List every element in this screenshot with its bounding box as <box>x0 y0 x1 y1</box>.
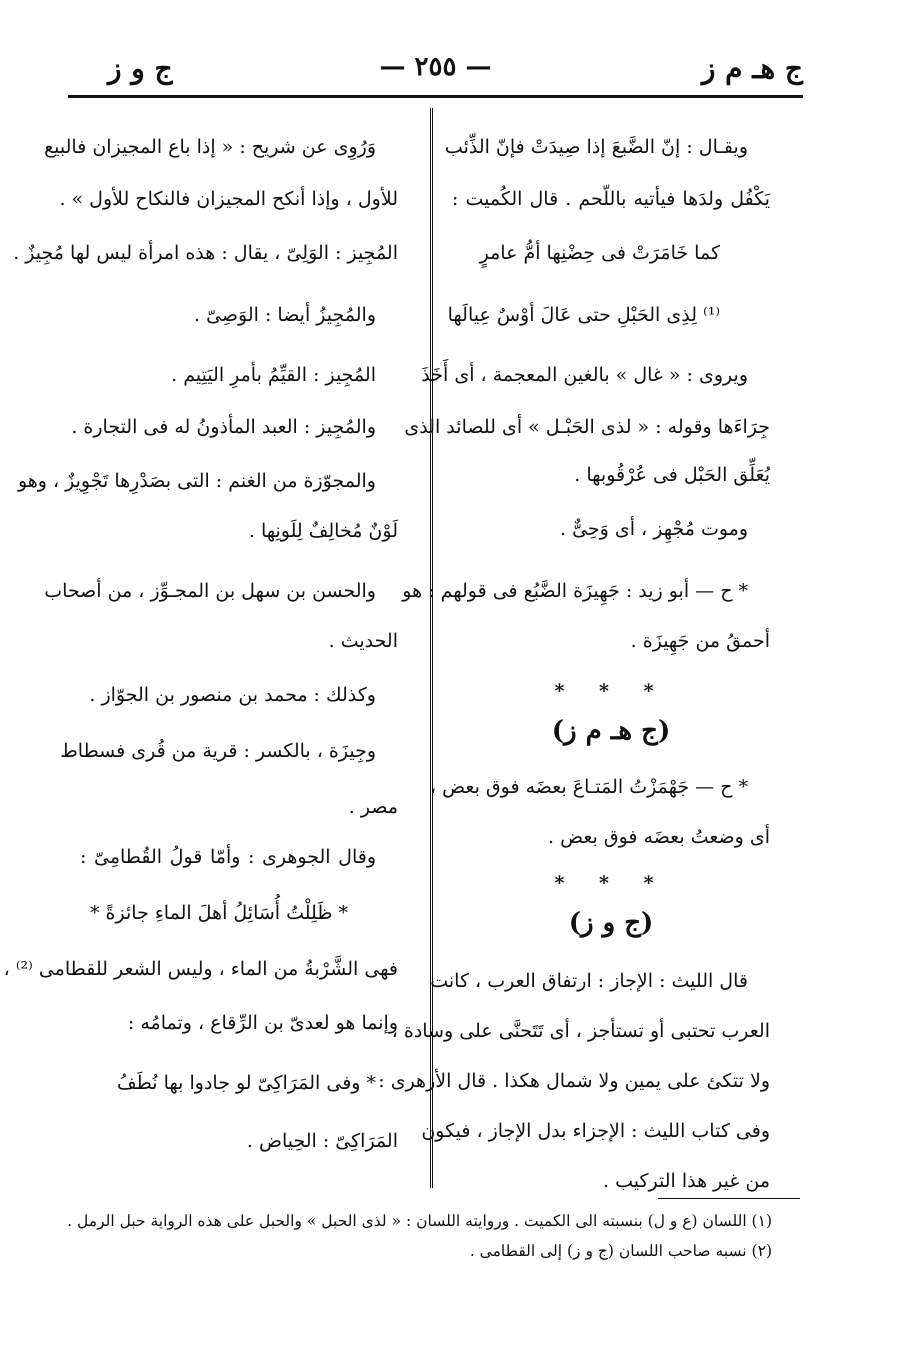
footnotes <box>67 1212 772 1272</box>
right-column-line: * * * <box>554 872 668 894</box>
right-column-line: كما خَامَرَتْ فى حِضْنِها أمُّ عامرٍ <box>479 242 720 264</box>
page-number: — ٢٥٥ — <box>379 52 492 82</box>
footnote-rule <box>658 1198 800 1199</box>
left-column-line: وكذلك : محمد بن منصور بن الجوّاز . <box>89 684 376 706</box>
left-column-line: للأول ، وإذا أنكح المجيزان فالنكاح للأول » . <box>59 188 398 210</box>
left-column-line: * وفى المَرَاكِىّ لو جادوا بها نُطَفُ <box>117 1072 376 1094</box>
right-column-line: العرب تحتبى أو تستأجز ، أى تَتَحنَّى على وسادة ، <box>391 1020 770 1042</box>
right-column-line: يَكْفُل ولدَها فيأتيه باللّحم . قال الكُميت : <box>452 188 770 210</box>
right-column-line: أحمقُ من جَهِيزَة . <box>630 630 770 652</box>
right-column-line: يُعَلِّق الحَبْل فى عُرْقُوبها . <box>574 464 770 486</box>
right-column-line: وموت مُجْهِز ، أى وَحِىٌّ . <box>559 518 748 540</box>
left-column-line: المَرَاكِىّ : الحِياض . <box>246 1130 398 1152</box>
right-column-line: * ح — جَهْمَزْتُ المَتـاعَ بعضَه فوق بعض ، <box>429 776 748 798</box>
left-column-line: * ظَلِلْتُ أُسَائِلُ أهلَ الماءِ جائزةً * <box>90 902 348 924</box>
right-column-line: أى وضعتُ بعضَه فوق بعض . <box>547 826 770 848</box>
right-column-line: من غير هذا التركيب . <box>603 1170 770 1192</box>
left-column-line: وقال الجوهرى : وأمّا قولُ القُطامِىّ : <box>80 846 376 868</box>
left-column-line: والمجوّزة من الغنم : التى بصَدْرِها تَجْوِيزٌ ، وهو <box>17 470 376 492</box>
left-column-line: والمُجِيز : العبد المأذونُ له فى التجارة . <box>71 416 376 438</box>
right-column-line: (ج هـ م ز) <box>551 716 671 746</box>
left-column-line: المُجِيز : الوَلِىّ ، يقال : هذه امرأة ليس لها مُجِيزٌ . <box>13 242 398 264</box>
header-rule <box>68 95 803 98</box>
left-column-line: فهى الشَّرْبةُ من الماء ، وليس الشعر للقطامى ⁽²⁾ ، <box>3 958 398 980</box>
left-column-line: وإنما هو لعدىّ بن الرِّقاع ، وتمامُه : <box>127 1012 398 1034</box>
left-column-line: وَرُوِى عن شريح : « إذا باع المجيزان فالبيع <box>44 136 376 158</box>
right-column-line: * ح — أبو زيد : جَهِيزَة الضَّبُع فى قولهم : هو <box>402 580 748 602</box>
right-column-line: قال الليث : الإجاز : ارتفاق العرب ، كانت <box>430 970 748 992</box>
right-column-line: * * * <box>554 680 668 702</box>
footnote-2: (٢) نسبه صاحب اللسان (ج و ز) إلى القطامى . <box>469 1242 772 1260</box>
right-column-line: وفى كتاب الليث : الإجزاء بدل الإجاز ، فيكون <box>421 1120 770 1142</box>
left-column-line: والمُجِيزُ أيضا : الوَصِىّ . <box>194 304 376 326</box>
left-column-line: مصر . <box>348 796 398 818</box>
left-column-line: المُجِيز : القيِّمُ بأمرِ اليَتِيم . <box>171 364 376 386</box>
right-column-line: ولا تتكئ على يمين ولا شمال هكذا . قال الأزهرى : <box>378 1070 770 1092</box>
running-head-left: ج و ز <box>108 52 173 85</box>
right-column-line: جِرَاءَها وقوله : « لذى الحَبْـل » أى للصائد الذى <box>404 416 770 438</box>
running-head-right: ج هـ م ز <box>701 52 803 85</box>
left-column-line: وجِيزَة ، بالكسر : قرية من قُرى فسطاط <box>60 740 376 762</box>
page-header <box>68 52 803 90</box>
left-column-line: والحسن بن سهل بن المجـوِّز ، من أصحاب <box>44 580 376 602</box>
left-column-line: لَوْنٌ مُخالِفٌ لِلَونِها . <box>248 520 398 542</box>
right-column-line: ويروى : « غال » بالغين المعجمة ، أى أَخَذَ <box>421 364 748 386</box>
left-column-line: الحديث . <box>328 630 398 652</box>
right-column-line: ⁽¹⁾ لِذِى الحَبْلِ حتى عَالَ أوْسٌ عِيالَها <box>447 304 720 326</box>
right-column-line: ويقـال : إنّ الضَّبعَ إذا صِيدَتْ فإنّ الذِّئب <box>444 136 748 158</box>
right-column-line: (ج و ز) <box>568 908 654 938</box>
footnote-1: (١) اللسان (ع و ل) بنسبته الى الكميت . وروايته اللسان : « لذى الحبل » والحبل على هذه الرواية حبل الرمل . <box>67 1212 772 1230</box>
